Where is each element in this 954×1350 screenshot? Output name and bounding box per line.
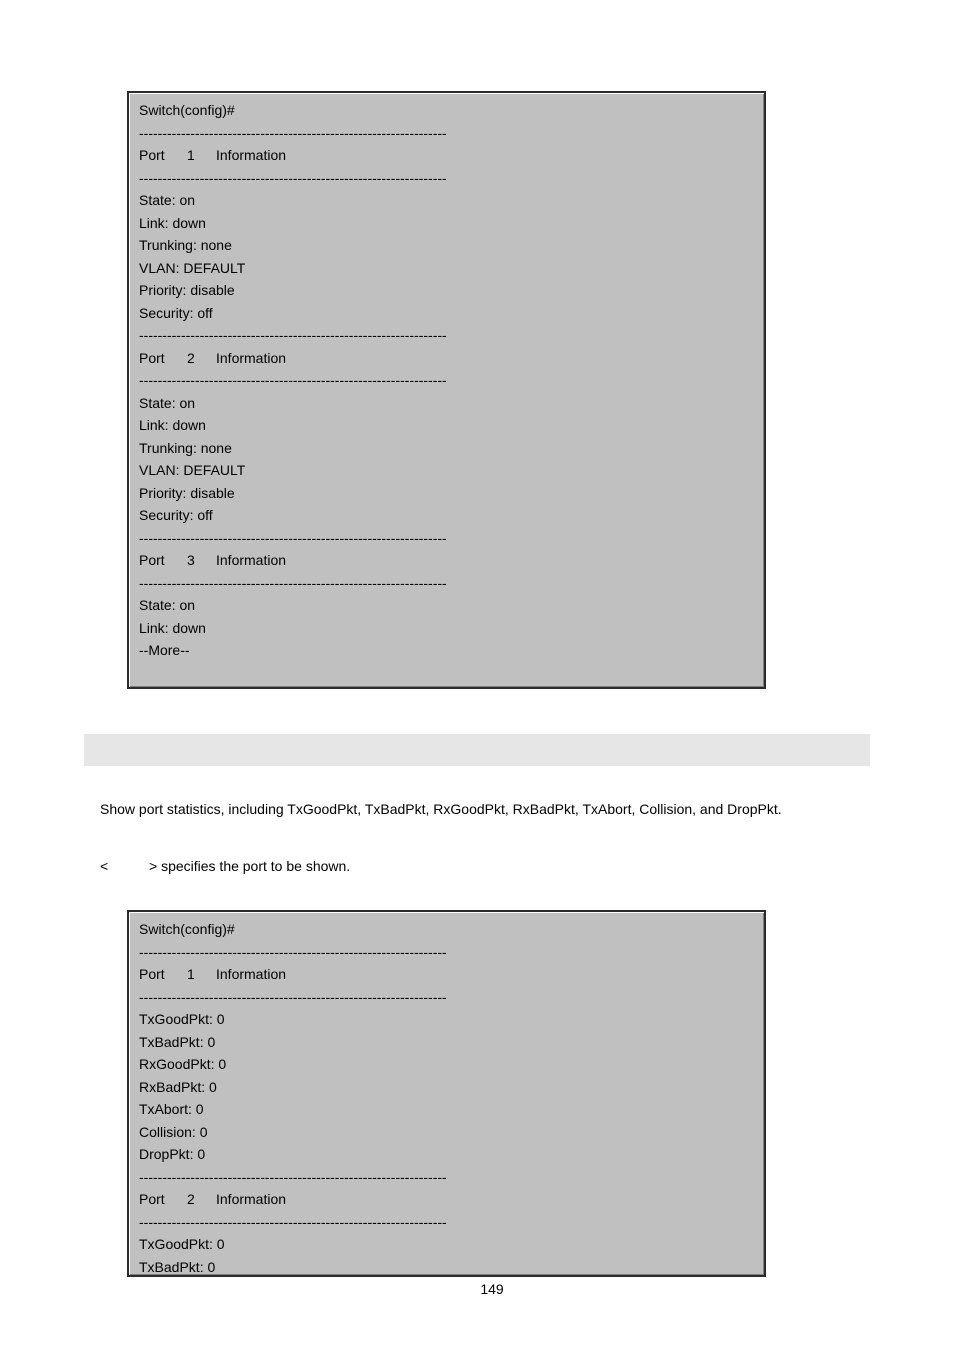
port-word: Port	[139, 1191, 165, 1207]
console-prompt: Switch(config)#	[139, 102, 235, 118]
console-line: TxGoodPkt: 0	[139, 1011, 225, 1027]
port-header	[139, 1188, 764, 1211]
port-label: Information	[216, 147, 287, 163]
page-number: 149	[480, 1281, 504, 1297]
console-line: RxBadPkt: 0	[139, 1078, 217, 1095]
param-open-bracket: <	[100, 858, 109, 874]
separator-line: ------------------------------------------------------------------	[139, 124, 447, 141]
separator-line: ------------------------------------------------------------------	[139, 574, 447, 591]
console-line: TxBadPkt: 0	[139, 1258, 216, 1275]
console-line: DropPkt: 0	[139, 1146, 206, 1162]
console-line: RxGoodPkt: 0	[139, 1056, 227, 1072]
param-description: > specifies the port to be shown.	[149, 858, 351, 874]
separator-line: ------------------------------------------------------------------	[139, 988, 447, 1005]
console-line: Priority: disable	[139, 484, 235, 501]
console-line: Trunking: none	[139, 439, 232, 456]
console-output-port-statistics	[127, 910, 766, 1277]
port-header	[139, 144, 764, 167]
port-label: Information	[216, 966, 287, 982]
port-word: Port	[139, 147, 165, 163]
port-label: Information	[216, 349, 287, 366]
separator-line: ------------------------------------------------------------------	[139, 529, 447, 546]
console-line: Security: off	[139, 304, 213, 321]
console-line: TxAbort: 0	[139, 1101, 204, 1117]
port-number: 2	[187, 349, 195, 366]
console-line: TxBadPkt: 0	[139, 1033, 216, 1050]
port-word: Port	[139, 349, 165, 366]
port-header	[139, 963, 764, 986]
separator-line: ------------------------------------------------------------------	[139, 1168, 447, 1185]
port-number: 2	[187, 1191, 195, 1207]
console-line: State: on	[139, 394, 196, 411]
console-line: VLAN: DEFAULT	[139, 462, 246, 478]
section-header-bar	[84, 734, 870, 766]
port-word: Port	[139, 552, 165, 568]
port-number: 1	[187, 147, 195, 163]
console-prompt: Switch(config)#	[139, 921, 235, 937]
port-number: 1	[187, 966, 195, 982]
more-prompt: --More--	[139, 642, 190, 658]
port-label: Information	[216, 1191, 287, 1207]
port-header	[139, 347, 764, 370]
console-line: Priority: disable	[139, 282, 235, 298]
console-line: Link: down	[139, 619, 206, 636]
port-number: 3	[187, 552, 195, 568]
console-line: Link: down	[139, 417, 206, 433]
console-line: Link: down	[139, 214, 206, 231]
port-header	[139, 549, 764, 572]
console-line: State: on	[139, 192, 196, 208]
console-line: VLAN: DEFAULT	[139, 259, 246, 276]
port-word: Port	[139, 966, 165, 982]
console-line: Trunking: none	[139, 237, 232, 253]
parameter-text	[100, 857, 350, 875]
separator-line: ------------------------------------------------------------------	[139, 327, 447, 343]
separator-line: ------------------------------------------------------------------	[139, 943, 447, 960]
console-line: TxGoodPkt: 0	[139, 1236, 225, 1252]
separator-line: ------------------------------------------------------------------	[139, 1213, 447, 1230]
separator-line: ------------------------------------------------------------------	[139, 169, 447, 186]
port-label: Information	[216, 552, 287, 568]
separator-line: ------------------------------------------------------------------	[139, 372, 447, 388]
console-line: Collision: 0	[139, 1123, 208, 1140]
console-line: State: on	[139, 597, 196, 613]
console-output-port-info	[127, 91, 766, 689]
console-line: Security: off	[139, 507, 213, 523]
description-text: Show port statistics, including TxGoodPkt, TxBadPkt, RxGoodPkt, RxBadPkt, TxAbort, Collision, and DropPkt.	[100, 801, 782, 817]
